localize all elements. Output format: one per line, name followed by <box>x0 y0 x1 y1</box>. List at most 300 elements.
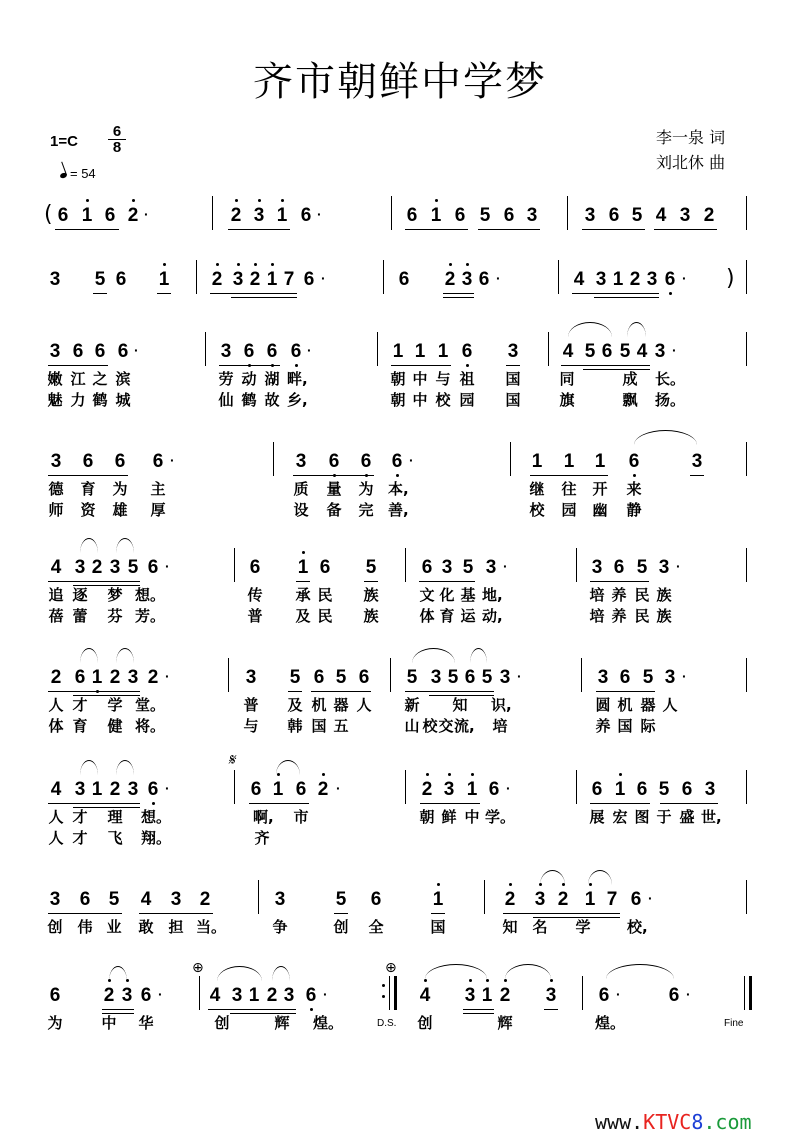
note: 4 <box>50 557 62 578</box>
note: 3 <box>49 341 61 362</box>
beam-underline <box>364 581 378 582</box>
lyric-syllable: 煌。 <box>595 1014 626 1032</box>
note: 2 <box>556 890 570 910</box>
barline <box>258 880 259 914</box>
lyric-syllable: 争 <box>272 918 288 936</box>
barline <box>581 658 582 692</box>
note: 3 <box>170 889 182 910</box>
lyric-syllable: 担 <box>168 918 184 936</box>
lyric-syllable: 量 <box>326 480 342 498</box>
tempo-marking <box>60 166 96 181</box>
note: 6 <box>398 269 410 290</box>
note: 6 <box>488 779 500 800</box>
slur <box>217 966 262 981</box>
note: 6 <box>598 985 610 1006</box>
lyric-syllable: 乡, <box>287 391 308 409</box>
song-title: 齐市朝鲜中学梦 <box>253 59 547 105</box>
lyric-syllable: 学 <box>575 918 591 936</box>
note: 5 <box>462 557 474 578</box>
lyric-syllable: 培 <box>589 607 605 625</box>
barline <box>390 658 391 692</box>
note: 3 <box>120 986 134 1006</box>
lyric-syllable: 宏 <box>612 808 628 826</box>
lyric-syllable: 朝 <box>390 370 406 388</box>
note: 6 <box>265 342 279 362</box>
lyric-syllable: 堂。 <box>135 696 166 714</box>
lyric-syllable: 善, <box>388 501 409 519</box>
beam-underline <box>582 229 645 230</box>
slur <box>627 322 646 337</box>
slur <box>116 760 134 775</box>
lyric-syllable: 培 <box>589 586 605 604</box>
beam-underline <box>102 1009 134 1010</box>
note: 6 <box>601 341 613 362</box>
lyric-syllable: 新 <box>404 696 420 714</box>
note: 3 <box>283 985 295 1006</box>
augmentation-dot: · <box>165 780 170 796</box>
lyric-syllable: 国 <box>430 918 446 936</box>
note: 6 <box>289 342 303 362</box>
note: 3 <box>507 341 519 362</box>
lyric-syllable: 展 <box>589 808 605 826</box>
note: 6 <box>242 342 256 362</box>
note: 4 <box>655 205 667 226</box>
lyric-syllable: 畔, <box>287 370 308 388</box>
beam-underline <box>55 229 119 230</box>
lyric-syllable: 图 <box>634 808 650 826</box>
note: 1 <box>429 206 443 226</box>
time-sig-denominator: 8 <box>112 139 122 156</box>
lyric-syllable: 将。 <box>135 717 166 735</box>
beam-underline <box>590 803 650 804</box>
note: 3 <box>74 779 86 800</box>
lyric-syllable: 蓓 <box>48 607 64 625</box>
note: 4 <box>209 985 221 1006</box>
beam-underline <box>544 1009 558 1010</box>
note: 6 <box>94 341 106 362</box>
note: 3 <box>533 890 547 910</box>
note: 3 <box>109 557 121 578</box>
note: 3 <box>646 269 658 290</box>
note: 6 <box>613 557 625 578</box>
lyric-syllable: 知 <box>452 696 468 714</box>
lyric-syllable: 国 <box>505 370 521 388</box>
slur <box>109 966 127 981</box>
lyric-syllable: 养 <box>611 586 627 604</box>
beam-underline <box>48 475 128 476</box>
note: 6 <box>591 779 603 800</box>
note: 1 <box>91 779 103 800</box>
barline <box>558 260 559 294</box>
lyric-syllable: 族 <box>363 586 379 604</box>
lyric-syllable: 创 <box>417 1014 433 1032</box>
lyric-syllable: 人 <box>662 696 678 714</box>
augmentation-dot: · <box>616 986 621 1002</box>
note: 4 <box>573 269 585 290</box>
time-signature <box>108 124 126 155</box>
note: 2 <box>102 986 116 1006</box>
lyric-syllable: 伟 <box>77 918 93 936</box>
note: 2 <box>498 986 512 1006</box>
lyric-syllable: 机 <box>311 696 327 714</box>
lyric-syllable: 国 <box>311 717 327 735</box>
lyric-syllable: 继 <box>529 480 545 498</box>
lyric-syllable: 翔。 <box>141 829 172 847</box>
lyric-syllable: 啊,齐 <box>253 808 274 847</box>
slur <box>568 322 612 337</box>
barline <box>582 976 583 1010</box>
barline <box>234 548 235 582</box>
coda-icon: ⊕ <box>385 960 397 976</box>
note: 6 <box>460 342 474 362</box>
lyric-syllable: 际 <box>640 717 656 735</box>
lyric-syllable: 湖 <box>264 370 280 388</box>
lyric-syllable: 人 <box>356 696 372 714</box>
beam-underline <box>293 475 374 476</box>
beam-underline <box>594 297 659 298</box>
beam-underline <box>690 475 704 476</box>
barline <box>576 770 577 804</box>
lyric-syllable: 人 <box>48 829 64 847</box>
lyric-syllable: 力 <box>70 391 86 409</box>
lyric-syllable: 同 <box>559 370 575 388</box>
note: 3 <box>679 205 691 226</box>
lyric-syllable: 与 <box>243 717 259 735</box>
coda-icon: ⊕ <box>192 960 204 976</box>
augmentation-dot: · <box>517 668 522 684</box>
lyric-syllable: 民 <box>317 586 333 604</box>
note: 6 <box>681 779 693 800</box>
lyric-syllable: 为 <box>358 480 374 498</box>
lyric-syllable: 飘 <box>622 391 638 409</box>
lyric-syllable: 族 <box>656 607 672 625</box>
beam-underline <box>93 293 107 294</box>
note: 6 <box>300 205 312 226</box>
note: 6 <box>104 205 116 226</box>
beam-underline <box>503 913 620 914</box>
lyric-syllable: 朝 <box>390 391 406 409</box>
note: 5 <box>658 779 670 800</box>
note: 3 <box>658 557 670 578</box>
augmentation-dot: · <box>672 342 677 358</box>
barline <box>199 976 200 1010</box>
note: 6 <box>421 557 433 578</box>
barline <box>484 880 485 914</box>
note: 3 <box>463 986 477 1006</box>
lyric-syllable: 设 <box>293 501 309 519</box>
augmentation-dot: · <box>648 890 653 906</box>
beam-underline <box>219 365 280 366</box>
double-barline <box>744 976 752 1010</box>
beam-underline <box>431 913 445 914</box>
lyric-syllable: 普 <box>247 607 263 625</box>
lyric-syllable: 校 <box>422 717 438 735</box>
note: 6 <box>152 451 164 472</box>
lyric-syllable: 韩 <box>287 717 303 735</box>
note: 3 <box>544 986 558 1006</box>
lyric-syllable: 才 <box>72 696 88 714</box>
lyric-syllable: 备 <box>326 501 342 519</box>
beam-underline <box>48 581 140 582</box>
note: 3 <box>584 205 596 226</box>
note: 2 <box>50 667 62 688</box>
beam-underline <box>48 913 122 914</box>
note: 4 <box>50 779 62 800</box>
note: 4 <box>418 986 432 1006</box>
barline <box>377 332 378 366</box>
beam-underline <box>463 1013 494 1014</box>
segno-icon: 𝄋 <box>228 750 235 769</box>
beam-underline <box>572 293 659 294</box>
barline <box>746 658 747 692</box>
lyric-syllable: 培 <box>492 717 508 735</box>
fine-marking: Fine <box>724 1018 744 1029</box>
note: 6 <box>57 205 69 226</box>
beam-underline <box>208 1009 296 1010</box>
note: 5 <box>335 667 347 688</box>
note: 4 <box>140 889 152 910</box>
note: 6 <box>454 205 466 226</box>
key-signature: 1=C <box>50 133 78 150</box>
lyric-syllable: 之 <box>92 370 108 388</box>
lyric-syllable: 动 <box>241 370 257 388</box>
slur <box>116 538 134 553</box>
augmentation-dot: · <box>506 780 511 796</box>
slur <box>272 966 290 981</box>
note: 1 <box>296 558 310 578</box>
lyric-syllable: 文 <box>419 586 435 604</box>
note: 5 <box>642 667 654 688</box>
barline <box>548 332 549 366</box>
lyric-syllable: 机 <box>617 696 633 714</box>
paren: ) <box>726 266 735 291</box>
beam-underline <box>48 691 140 692</box>
note: 3 <box>460 270 474 290</box>
lyric-syllable: 体 <box>48 717 64 735</box>
note: 2 <box>126 206 140 226</box>
note: 5 <box>289 667 301 688</box>
augmentation-dot: · <box>158 986 163 1002</box>
barline <box>391 196 392 230</box>
lyric-syllable: 流, <box>454 717 475 735</box>
note: 1 <box>275 206 289 226</box>
barline <box>205 332 206 366</box>
note: 3 <box>499 667 511 688</box>
note: 6 <box>114 451 126 472</box>
augmentation-dot: · <box>503 558 508 574</box>
watermark <box>595 1110 752 1134</box>
note: 3 <box>442 780 456 800</box>
beam-underline <box>405 691 494 692</box>
augmentation-dot: · <box>676 558 681 574</box>
note: 2 <box>199 889 211 910</box>
note: 2 <box>420 780 434 800</box>
lyric-syllable: 旗 <box>559 391 575 409</box>
lyric-syllable: 华 <box>138 1014 154 1032</box>
note: 6 <box>249 557 261 578</box>
note: 6 <box>82 451 94 472</box>
lyric-syllable: 才 <box>72 808 88 826</box>
lyric-syllable: 敢 <box>138 918 154 936</box>
note: 6 <box>319 557 331 578</box>
note: 3 <box>441 557 453 578</box>
lyric-syllable: 承 <box>295 586 311 604</box>
note: 3 <box>220 341 232 362</box>
lyric-syllable: 创 <box>47 918 63 936</box>
barline <box>234 770 235 804</box>
note: 3 <box>430 667 442 688</box>
lyric-syllable: 雄 <box>112 501 128 519</box>
slur <box>588 870 612 885</box>
note: 2 <box>147 667 159 688</box>
slur <box>470 648 487 663</box>
note: 6 <box>72 341 84 362</box>
augmentation-dot: · <box>321 270 326 286</box>
note: 3 <box>691 451 703 472</box>
lyric-syllable: 想。 <box>135 586 166 604</box>
lyric-syllable: 业 <box>106 918 122 936</box>
lyric-syllable: 健 <box>107 717 123 735</box>
note: 1 <box>612 269 624 290</box>
lyric-syllable: 器 <box>333 696 349 714</box>
slur <box>116 648 134 663</box>
lyric-syllable: 想。 <box>141 808 172 826</box>
barline <box>746 196 747 230</box>
note: 3 <box>49 889 61 910</box>
beam-underline <box>48 803 140 804</box>
beam-underline <box>405 229 468 230</box>
augmentation-dot: · <box>496 270 501 286</box>
lyric-syllable: 扬。 <box>655 391 686 409</box>
note: 1 <box>531 451 543 472</box>
note: 2 <box>109 667 121 688</box>
note: 6 <box>370 889 382 910</box>
lyric-syllable: 全 <box>368 918 384 936</box>
double-barline <box>389 976 397 1010</box>
note: 4 <box>636 341 648 362</box>
slur <box>606 964 674 979</box>
lyric-syllable: 才 <box>72 829 88 847</box>
lyric-syllable: 普 <box>243 696 259 714</box>
beam-underline <box>296 581 310 582</box>
note: 2 <box>266 985 278 1006</box>
lyric-syllable: 学。 <box>485 808 516 826</box>
note: 3 <box>231 985 243 1006</box>
ds-marking: D.S. <box>377 1018 397 1029</box>
lyric-syllable: 与 <box>435 370 451 388</box>
lyric-syllable: 器 <box>640 696 656 714</box>
note: 6 <box>304 986 318 1006</box>
note: 6 <box>390 452 404 472</box>
lyric-syllable: 族 <box>656 586 672 604</box>
note: 6 <box>303 269 315 290</box>
note: 1 <box>271 780 285 800</box>
note: 2 <box>503 890 517 910</box>
lyric-syllable: 辉 <box>274 1014 290 1032</box>
lyric-syllable: 滨 <box>115 370 131 388</box>
note: 3 <box>591 557 603 578</box>
note: 6 <box>295 779 307 800</box>
note: 3 <box>252 206 266 226</box>
note: 2 <box>248 270 262 290</box>
lyric-syllable: 魅 <box>47 391 63 409</box>
note: 6 <box>140 985 152 1006</box>
note: 5 <box>406 667 418 688</box>
note: 7 <box>606 889 618 910</box>
lyric-syllable: 于 <box>656 808 672 826</box>
note: 3 <box>127 779 139 800</box>
lyric-syllable: 厚 <box>150 501 166 519</box>
note: 5 <box>365 557 377 578</box>
augmentation-dot: · <box>409 452 414 468</box>
lyric-syllable: 梦 <box>107 586 123 604</box>
lyric-syllable: 幽 <box>592 501 608 519</box>
lyric-syllable: 世, <box>701 808 722 826</box>
lyric-syllable: 民 <box>317 607 333 625</box>
lyric-syllable: 芳。 <box>135 607 166 625</box>
barline <box>383 260 384 294</box>
lyric-syllable: 江 <box>70 370 86 388</box>
note: 1 <box>437 341 449 362</box>
note: 5 <box>619 341 631 362</box>
note: 1 <box>583 890 597 910</box>
beam-underline <box>228 229 290 230</box>
beam-underline <box>288 691 302 692</box>
lyric-syllable: 为 <box>47 1014 63 1032</box>
note: 2 <box>443 270 457 290</box>
lyric-syllable: 化 <box>439 586 455 604</box>
note: 6 <box>313 667 325 688</box>
note: 1 <box>465 780 479 800</box>
note: 6 <box>636 779 648 800</box>
barline <box>196 260 197 294</box>
note: 6 <box>619 667 631 688</box>
note: 6 <box>115 269 127 290</box>
lyric-syllable: 为 <box>112 480 128 498</box>
lyric-syllable: 名 <box>532 918 548 936</box>
slur <box>540 870 565 885</box>
lyric-syllable: 追 <box>48 586 64 604</box>
note: 4 <box>562 341 574 362</box>
note: 1 <box>594 451 606 472</box>
slur <box>634 430 697 445</box>
note: 3 <box>50 451 62 472</box>
note: 6 <box>79 889 91 910</box>
lyric-syllable: 理 <box>107 808 123 826</box>
note: 2 <box>210 270 224 290</box>
lyric-syllable: 中 <box>464 808 480 826</box>
barline <box>405 770 406 804</box>
note: 5 <box>108 889 120 910</box>
note: 6 <box>630 889 642 910</box>
note: 6 <box>327 452 341 472</box>
augmentation-dot: · <box>682 668 687 684</box>
note: 5 <box>127 557 139 578</box>
lyric-syllable: 静 <box>626 501 642 519</box>
lyric-syllable: 德 <box>48 480 64 498</box>
slur <box>80 760 98 775</box>
note: 1 <box>392 341 404 362</box>
note: 1 <box>613 780 627 800</box>
beam-underline <box>596 691 655 692</box>
note: 6 <box>478 269 490 290</box>
watermark-prefix: www. <box>595 1110 644 1134</box>
lyric-syllable: 族 <box>363 607 379 625</box>
note: 5 <box>335 889 347 910</box>
beam-underline <box>463 1009 494 1010</box>
lyric-syllable: 市 <box>293 808 309 826</box>
note: 6 <box>668 985 680 1006</box>
